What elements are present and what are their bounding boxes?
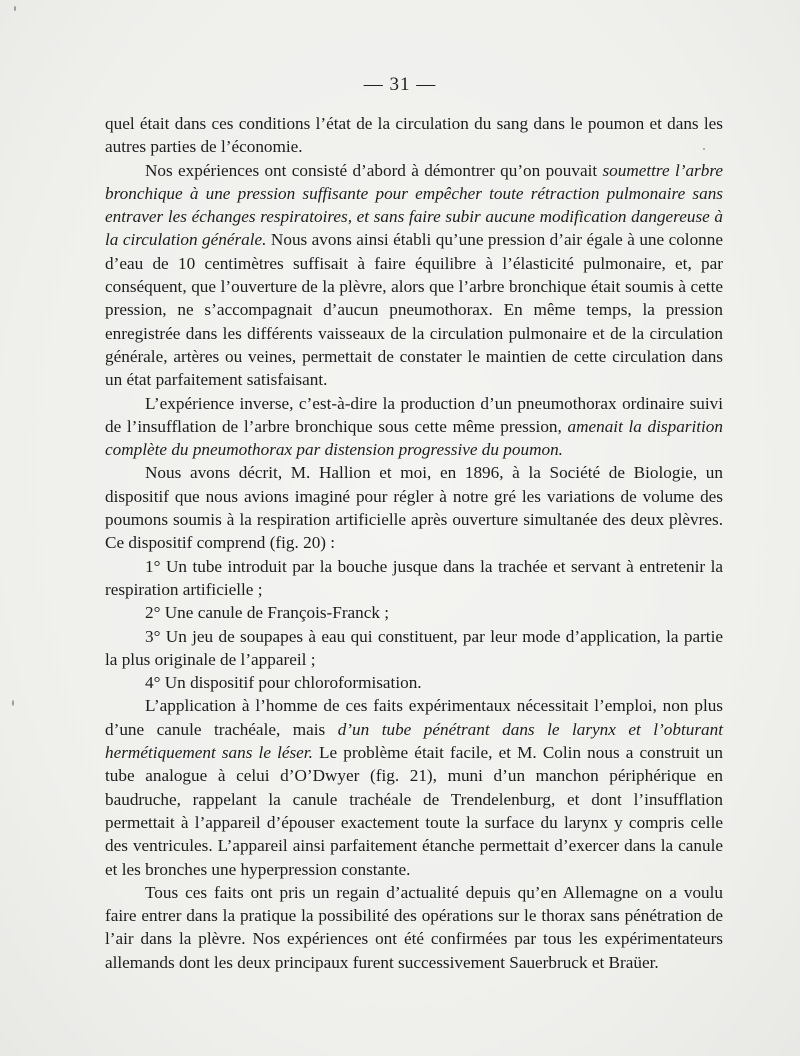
list-item [105, 601, 723, 624]
italic-segment: d’un tube pénétrant dans le larynx et l’obturant hermétiquement sans le léser. [105, 719, 723, 763]
paragraph [105, 694, 723, 880]
text-segment: Nous avons décrit, M. Hallion et moi, en 1896, à la Société de Biologie, un dispositif que nous avions imaginé pour régler à notre gré les variations de volume des poumons soumis à la respiration artificielle après ouverture simultanée des deux plèvres. Ce dispositif comprend (fig. 20) : [105, 463, 723, 553]
paragraph [105, 461, 723, 554]
scan-speck [703, 148, 705, 150]
text-segment: L’application à l’homme de ces faits expérimentaux nécessitait l’emploi, non plus d’une canule trachéale, mais [105, 696, 723, 739]
text-segment: 1° Un tube introduit par la bouche jusque dans la trachée et servant à entretenir la respiration artificielle ; [105, 556, 723, 599]
list-item [105, 625, 723, 672]
list-item [105, 555, 723, 602]
page-number: — 31 — [363, 74, 437, 95]
text-segment: 2° Une canule de François-Franck ; [145, 603, 390, 623]
italic-segment: soumettre l’arbre bronchique à une pression suffisante pour empêcher toute rétraction pulmonaire sans entraver les échanges respiratoires, et sans faire subir aucune modification dangereuse à la circulation générale. [105, 160, 723, 250]
scan-speck [14, 6, 16, 11]
paragraph [105, 392, 723, 462]
scan-speck [12, 700, 14, 706]
italic-segment: amenait la disparition complète du pneumothorax par distension progressive du poumon. [105, 416, 723, 460]
paragraph [105, 881, 723, 974]
text-segment: L’expérience inverse, c’est-à-dire la production d’un pneumothorax ordinaire suivi de l’insufflation de l’arbre bronchique sous cette même pression, [105, 393, 723, 436]
text-segment: Tous ces faits ont pris un regain d’actualité depuis qu’en Allemagne on a voulu faire entrer dans la pratique la possibilité des opérations sur le thorax sans pénétration de l’air dans la plèvre. Nos expériences ont été confirmées par tous les expérimentateurs allemands dont les deux principaux furent successivement Sauerbruck et Braüer. [105, 882, 723, 972]
text-segment: Nous avons ainsi établi qu’une pression d’air égale à une colonne d’eau de 10 centimètres suffisait à faire équilibre à l’élasticité pulmonaire, et, par conséquent, que l’ouverture de la plèvre, alors que l’arbre bronchique était soumis à cette pression, ne s’accompagnait d’aucun pneumothorax. En même temps, la pression enregistrée dans les différents vaisseaux de la circulation pulmonaire et de la circulation générale, artères ou veines, permettait de constater le maintien de cette circulation dans un état parfaitement satisfaisant. [105, 230, 723, 390]
text-segment: Le problème était facile, et M. Colin nous a construit un tube analogue à celui d’O’Dwyer (fig. 21), muni d’un manchon périphérique en baudruche, rappelant la canule trachéale de Trendelenburg, et dont l’insufflation permettait à l’appareil d’épouser exactement toute la surface du larynx y compris celle des ventricules. L’appareil ainsi parfaitement étanche permettait d’exercer dans la canule et les bronches une hyperpression constante. [105, 743, 723, 879]
text-segment: quel était dans ces conditions l’état de la circulation du sang dans le poumon et dans les autres parties de l’économie. [105, 114, 723, 157]
paragraph [105, 159, 723, 392]
text-segment: Nos expériences ont consisté d’abord à démontrer qu’on pouvait [145, 160, 603, 180]
text-segment: 4° Un dispositif pour chloroformisation. [145, 673, 422, 693]
text-segment: 3° Un jeu de soupapes à eau qui constituent, par leur mode d’application, la partie la plus originale de l’appareil ; [105, 626, 723, 669]
list-item [105, 671, 723, 694]
body-text [105, 112, 723, 974]
paragraph [105, 112, 723, 159]
